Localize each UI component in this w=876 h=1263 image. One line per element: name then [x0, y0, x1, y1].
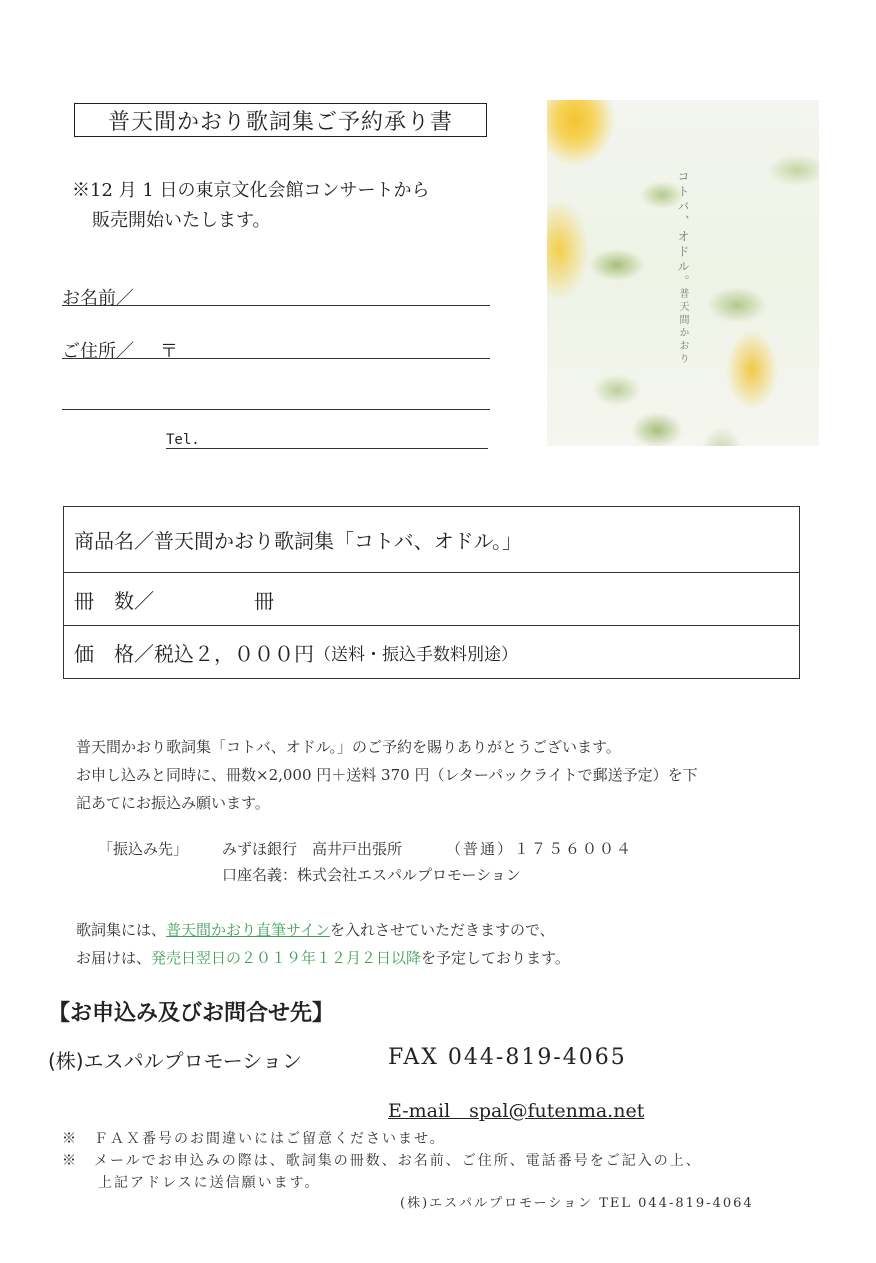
- autograph-line-1-post: を入れさせていただきますので、: [329, 921, 555, 939]
- address-field-line[interactable]: [62, 358, 490, 359]
- autograph-sign-highlight: 普天間かおり直筆サイン: [166, 921, 330, 939]
- cover-author-text: 普天間かおり: [677, 288, 688, 366]
- bank-account: （普通）１７５６００４: [446, 840, 634, 858]
- price-note: （送料・振込手数料別途）: [314, 644, 518, 665]
- tel-field-line[interactable]: [166, 448, 488, 449]
- fax-number: FAX 044-819-4065: [388, 1045, 627, 1070]
- price-label: 価 格／: [74, 641, 154, 666]
- product-row: [64, 507, 799, 572]
- autograph-notice: [76, 916, 570, 972]
- autograph-line-2-post: を予定しております。: [421, 949, 570, 967]
- thanks-line-2: お申し込みと同時に、冊数×2,000 円＋送料 370 円（レターパックライトで郵送予定）を下: [76, 766, 698, 784]
- quantity-unit: 冊: [254, 588, 274, 613]
- page-title: [74, 103, 487, 137]
- autograph-line-1-pre: 歌詞集には、: [76, 921, 167, 939]
- account-holder: 口座名義：株式会社エスパルプロモーション: [222, 866, 521, 884]
- thanks-line-1: 普天間かおり歌詞集「コトバ、オドル。」のご予約を賜りありがとうございます。: [76, 738, 621, 756]
- bank-label: 「振込み先」: [98, 840, 189, 858]
- address-label: ご住所／: [62, 341, 134, 362]
- postal-mark: 〒: [160, 341, 178, 362]
- note-3: 上記アドレスに送信願います。: [98, 1175, 321, 1191]
- price-row: [64, 625, 799, 678]
- sale-notice-line-2: 販売開始いたします。: [92, 210, 271, 231]
- autograph-line-2-pre: お届けは、: [76, 949, 152, 967]
- quantity-row: [64, 572, 799, 625]
- email-link[interactable]: E-mail spal@futenma.net: [388, 1100, 645, 1122]
- price-value: 税込２，０００円: [154, 641, 314, 666]
- product-table: [63, 506, 800, 679]
- quantity-label: 冊 数／: [74, 588, 154, 613]
- company-name: (株)エスパルプロモーション: [48, 1049, 303, 1073]
- autograph-line-1: [76, 916, 570, 944]
- notes: [62, 1128, 702, 1194]
- address-field-line-2[interactable]: [62, 409, 490, 410]
- autograph-line-2: [76, 944, 570, 972]
- cover-title-text: コトバ、オドル。: [676, 170, 690, 290]
- note-1: ※ ＦＡＸ番号のお間違いにはご留意くださいませ。: [62, 1131, 446, 1147]
- thanks-paragraph: [76, 733, 698, 817]
- songbook-cover-image: [547, 100, 819, 446]
- delivery-date-highlight: 発売日翌日の２０１９年１２月２日以降: [151, 949, 422, 967]
- product-name: 商品名／普天間かおり歌詞集「コトバ、オドル。」: [74, 529, 522, 553]
- thanks-line-3: 記あてにお振込み願います。: [76, 794, 270, 812]
- bank-name: みずほ銀行 高井戸出張所: [222, 840, 403, 858]
- page-title-text: 普天間かおり歌詞集ご予約承り書: [107, 109, 453, 135]
- name-label: お名前／: [62, 288, 134, 309]
- footer-tel: (株)エスパルプロモーション TEL 044-819-4064: [400, 1196, 754, 1211]
- tel-label: Tel.: [166, 432, 200, 448]
- sale-notice-line-1: ※12 月 1 日の東京文化会館コンサートから: [72, 180, 430, 201]
- sale-notice: [72, 176, 430, 236]
- name-field-line[interactable]: [62, 305, 490, 306]
- contact-heading: 【お申込み及びお問合せ先】: [48, 1001, 335, 1026]
- note-2: ※ メールでお申込みの際は、歌詞集の冊数、お名前、ご住所、電話番号をご記入の上、: [62, 1153, 702, 1169]
